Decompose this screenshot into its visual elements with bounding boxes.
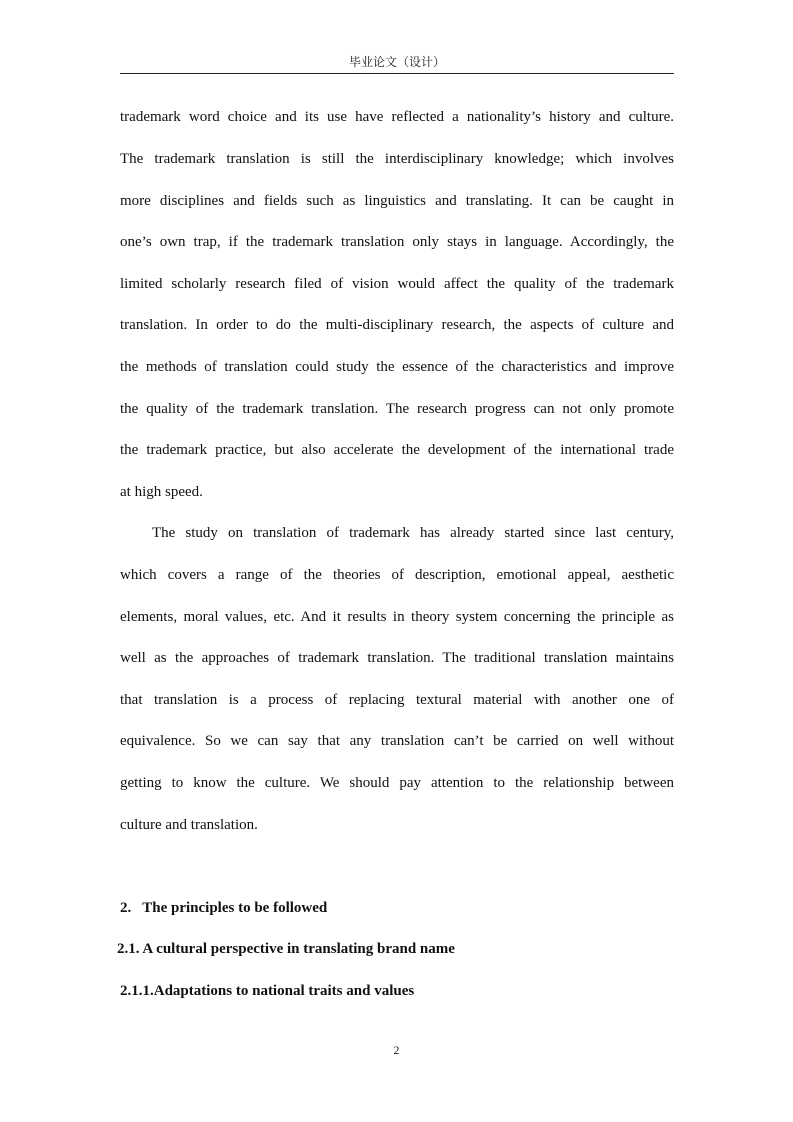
paragraph-line: the quality of the trademark translation. The research progress can not only promote (120, 401, 674, 417)
paragraph-line: which covers a range of the theories of description, emotional appeal, aesthetic (120, 567, 674, 583)
paragraph-line: trademark word choice and its use have reflected a nationality’s history and culture. (120, 109, 674, 125)
paragraph-line: the trademark practice, but also accelerate the development of the international trade (120, 442, 674, 458)
paragraph-line: the methods of translation could study the essence of the characteristics and improve (120, 359, 674, 375)
paragraph-line: at high speed. (120, 484, 203, 500)
paragraph-line: well as the approaches of trademark translation. The traditional translation maintains (120, 650, 674, 666)
page-header-title: 毕业论文（设计） (348, 55, 445, 69)
subsubsection-heading: 2.1.1.Adaptations to national traits and values (120, 983, 415, 999)
paragraph-line: equivalence. So we can say that any translation can’t be carried on well without (120, 733, 674, 749)
paragraph-line: limited scholarly research filed of vision would affect the quality of the trademark (120, 276, 674, 292)
paragraph-line: that translation is a process of replacing textural material with another one of (120, 692, 674, 708)
page-header (120, 52, 674, 74)
section-heading: 2. The principles to be followed (120, 900, 328, 916)
paragraph-line: culture and translation. (120, 817, 258, 833)
paragraph-line: more disciplines and fields such as linguistics and translating. It can be caught in (120, 193, 674, 209)
paragraph-line: translation. In order to do the multi-disciplinary research, the aspects of culture and (120, 317, 674, 333)
paragraph-line: one’s own trap, if the trademark translation only stays in language. Accordingly, the (120, 234, 674, 250)
page-number: 2 (393, 1043, 400, 1057)
subsection-heading: 2.1. A cultural perspective in translating brand name (117, 941, 455, 957)
paragraph-line: elements, moral values, etc. And it results in theory system concerning the principle as (120, 609, 674, 625)
paragraph-line: The study on translation of trademark has already started since last century, (152, 525, 674, 541)
paragraph-line: getting to know the culture. We should pay attention to the relationship between (120, 775, 674, 791)
paragraph-line: The trademark translation is still the interdisciplinary knowledge; which involves (120, 151, 674, 167)
